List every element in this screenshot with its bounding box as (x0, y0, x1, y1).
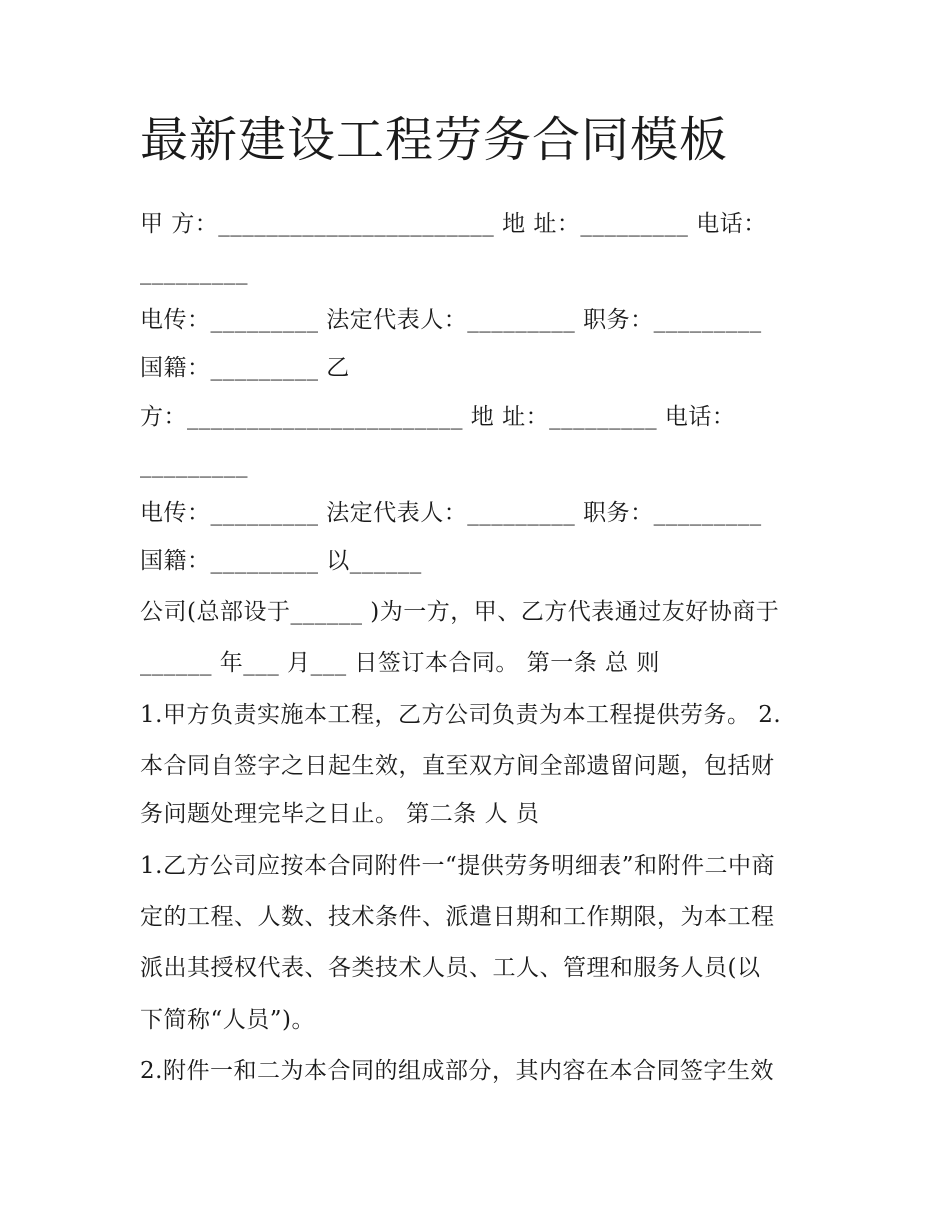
body-line: 1.乙方公司应按本合同附件一“提供劳务明细表”和附件二中商 (140, 853, 775, 879)
body-line: 下简称“人员”)。 (140, 1007, 315, 1033)
party-a-phone-blank: _________ (140, 259, 248, 285)
body-line: 务问题处理完毕之日止。 第二条 人 员 (140, 801, 540, 827)
body-line: 本合同自签字之日起生效，直至双方间全部遗留问题，包括财 (140, 753, 775, 779)
party-a-nationality-line: 国籍：_________ 乙 (140, 355, 350, 381)
party-b-phone-blank: _________ (140, 452, 248, 478)
body-line: ______ 年___ 月___ 日签订本合同。 第一条 总 则 (140, 650, 660, 676)
body-line: 公司(总部设于______ )为一方，甲、乙方代表通过友好协商于 (140, 599, 780, 625)
body-line: 派出其授权代表、各类技术人员、工人、管理和服务人员(以 (140, 955, 761, 981)
document-title: 最新建设工程劳务合同模板 (140, 112, 729, 168)
body-line: 定的工程、人数、技术条件、派遣日期和工作期限，为本工程 (140, 904, 775, 930)
party-b-nationality-line: 国籍：_________ 以______ (140, 548, 422, 574)
body-line: 1.甲方负责实施本工程，乙方公司负责为本工程提供劳务。 2. (140, 702, 782, 728)
party-b-fax-line: 电传：_________ 法定代表人：_________ 职务：_________ (140, 500, 762, 526)
body-line: 2.附件一和二为本合同的组成部分，其内容在本合同签字生效 (140, 1058, 774, 1084)
party-b-line: 方：_______________________ 地 址：_________ 电话： (140, 404, 736, 430)
party-a-fax-line: 电传：_________ 法定代表人：_________ 职务：_________ (140, 307, 762, 333)
party-a-line: 甲 方：_______________________ 地 址：_________ 电话： (140, 211, 767, 237)
